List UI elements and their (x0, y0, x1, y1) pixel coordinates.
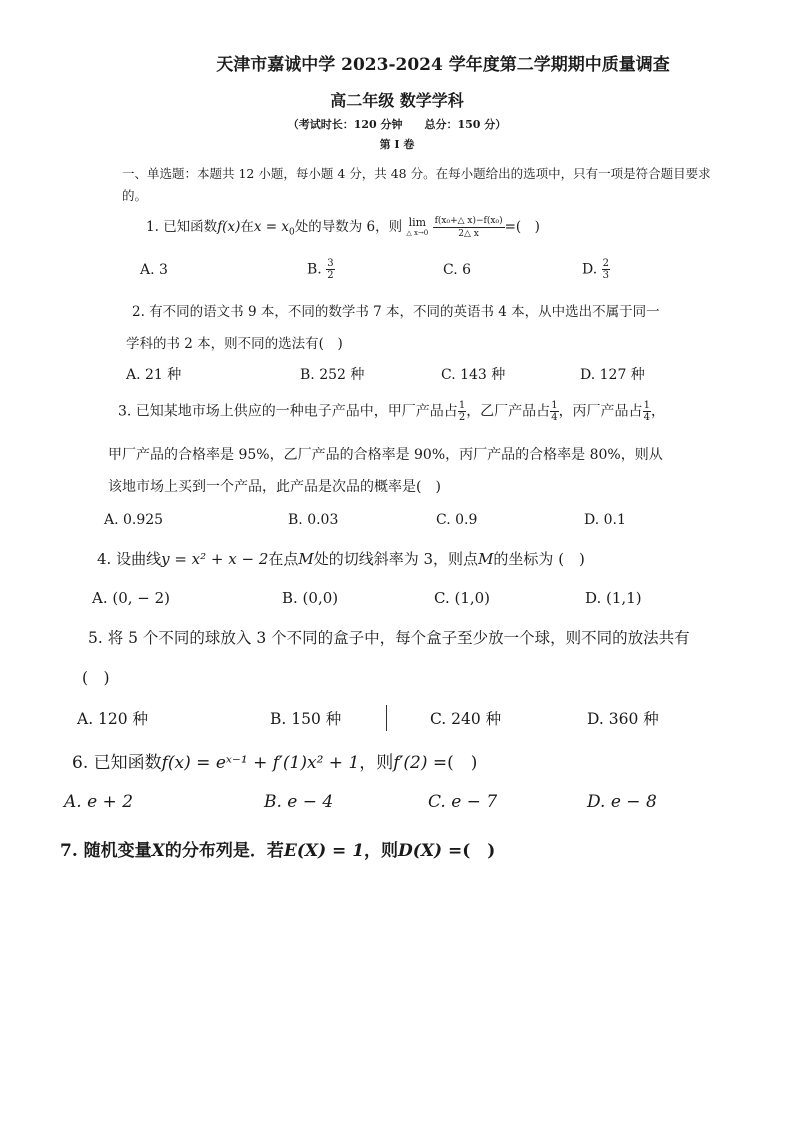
question-1 (146, 215, 540, 240)
q5-option-d[interactable]: D. 360 种 (587, 710, 659, 728)
q1-option-b[interactable] (307, 258, 335, 281)
q1-lim-under: △ x→0 (406, 228, 429, 237)
q4-tail: 的坐标为 ( ) (493, 550, 585, 568)
q3-f3-den: 4 (643, 412, 650, 423)
q1-option-b-den: 2 (327, 270, 334, 281)
q3-fraction-3 (643, 400, 651, 423)
q3-p4: ， (650, 403, 665, 420)
q6-tail: =( ) (427, 753, 478, 773)
question-3-line-1 (118, 400, 665, 423)
q7-variance: D(X) (398, 841, 443, 861)
q3-p2: ，乙厂产品占 (466, 403, 551, 420)
q6-option-d[interactable] (587, 792, 657, 812)
q6-option-c[interactable] (428, 792, 497, 812)
q4-option-c[interactable]: C. (1,0) (434, 589, 491, 607)
q1-option-b-label: B. (307, 261, 322, 278)
q4-pre: 4. 设曲线 (97, 550, 162, 568)
question-5-line-1: 5. 将 5 个不同的球放入 3 个不同的盒子中，每个盒子至少放一个球，则不同的放法共有 (88, 629, 690, 647)
q2-option-d[interactable]: D. 127 种 (580, 367, 645, 383)
q3-option-d[interactable]: D. 0.1 (584, 512, 626, 528)
question-2-line-2: 学科的书 2 本，则不同的选法有( ) (126, 336, 343, 352)
q1-option-d-fraction (602, 258, 610, 281)
q6-option-d-text: D. e − 8 (587, 792, 657, 812)
question-5-line-2: ( ) (82, 669, 110, 687)
q1-pre: 已知函数 (163, 219, 218, 235)
q1-frac-den: 2△ x (458, 229, 479, 239)
q6-option-c-text: C. e − 7 (428, 792, 498, 812)
question-3-line-2: 甲厂产品的合格率是 95%，乙厂产品的合格率是 90%，丙厂产品的合格率是 80%，则从 (108, 447, 663, 463)
q3-option-c[interactable]: C. 0.9 (436, 512, 478, 528)
q1-fraction (433, 215, 505, 240)
q1-option-c[interactable]: C. 6 (443, 262, 472, 278)
question-6 (72, 748, 477, 773)
exam-meta: （考试时长：120 分钟 总分：150 分） (287, 118, 507, 131)
q1-frac-num: f(x₀+△ x)−f(x₀) (434, 216, 503, 226)
q4-point-m: M (298, 550, 314, 568)
exam-subtitle: 高二年级 数学学科 (330, 91, 464, 110)
q4-post: 处的切线斜率为 3，则点 (313, 550, 479, 568)
q6-mid: ，则 (359, 753, 394, 773)
q1-post: 处的导数为 6，则 (294, 219, 403, 235)
q5-option-c[interactable]: C. 240 种 (430, 710, 502, 728)
q1-xeq: x = x (253, 219, 289, 235)
q7-mid: 的分布列是．若 (164, 841, 284, 861)
q4-option-d[interactable]: D. (1,1) (585, 589, 642, 607)
q3-fraction-2 (550, 400, 558, 423)
q3-option-a[interactable]: A. 0.925 (104, 512, 164, 528)
q1-limit (406, 217, 428, 239)
q1-lim-word: lim (408, 215, 427, 229)
volume-label: 第 I 卷 (379, 138, 415, 151)
q5-option-b[interactable]: B. 150 种 (270, 710, 342, 728)
q1-option-b-num: 3 (327, 258, 334, 269)
q1-tail: =( ) (504, 219, 540, 235)
q3-option-b[interactable]: B. 0.03 (288, 512, 339, 528)
q6-option-a-text: A. e + 2 (64, 792, 134, 812)
q2-option-b[interactable]: B. 252 种 (300, 367, 365, 383)
q6-option-b[interactable] (264, 792, 333, 812)
q7-mid2: ，则 (364, 841, 399, 861)
scan-artifact-mark (386, 705, 388, 731)
question-7 (60, 836, 495, 861)
q1-number: 1. (146, 219, 159, 235)
section-intro-text: 一、单选题：本题共 12 小题，每小题 4 分，共 48 分。在每小题给出的选项中，只有一项是符合题目要求的。 (122, 166, 711, 203)
section-intro (122, 163, 722, 207)
q1-option-a[interactable]: A. 3 (140, 262, 168, 278)
q1-option-b-fraction (326, 258, 334, 281)
q5-option-a[interactable]: A. 120 种 (77, 710, 149, 728)
q3-fraction-1 (458, 400, 466, 423)
q1-fx: f(x) (217, 219, 241, 235)
q6-pre: 6. 已知函数 (72, 753, 162, 773)
q6-ask: f′(2) (393, 753, 428, 773)
q1-option-d-den: 3 (602, 270, 610, 281)
q1-option-d[interactable] (582, 258, 610, 281)
q1-sub0: 0 (288, 227, 295, 238)
q1-mid: 在 (240, 219, 254, 235)
q3-f1-den: 2 (458, 412, 466, 423)
q3-f2-num: 1 (551, 400, 558, 411)
q6-option-a[interactable] (64, 792, 133, 812)
q3-f3-num: 1 (643, 400, 650, 411)
q7-tail: =( ) (442, 841, 496, 861)
q4-point-m2: M (478, 550, 494, 568)
q4-equation: y = x² + x − 2 (161, 550, 269, 568)
q3-f2-den: 4 (551, 412, 558, 423)
q1-option-d-num: 2 (602, 258, 610, 269)
q4-mid: 在点 (268, 550, 299, 568)
q3-p1: 3. 已知某地市场上供应的一种电子产品中，甲厂产品占 (118, 403, 458, 420)
q1-option-d-label: D. (582, 261, 598, 278)
q6-option-b-text: B. e − 4 (264, 792, 334, 812)
q7-pre: 7. 随机变量 (60, 841, 152, 861)
q4-option-b[interactable]: B. (0,0) (282, 589, 339, 607)
q7-expectation: E(X) = 1 (283, 841, 365, 861)
q4-option-a[interactable]: A. (0, − 2) (92, 589, 171, 607)
q6-equation: f(x) = eˣ⁻¹ + f′(1)x² + 1 (161, 753, 360, 773)
question-3-line-3: 该地市场上买到一个产品，此产品是次品的概率是( ) (108, 479, 441, 495)
q3-f1-num: 1 (458, 400, 466, 411)
q7-var-x: X (151, 841, 165, 861)
q2-option-a[interactable]: A. 21 种 (126, 367, 182, 383)
question-4 (97, 548, 585, 569)
question-2-line-1: 2. 有不同的语文书 9 本，不同的数学书 7 本，不同的英语书 4 本，从中选出不属于同一 (132, 304, 660, 320)
q2-option-c[interactable]: C. 143 种 (441, 367, 506, 383)
q3-p3: ，丙厂产品占 (558, 403, 643, 420)
exam-title: 天津市嘉诚中学 2023-2024 学年度第二学期期中质量调查 (216, 55, 670, 75)
